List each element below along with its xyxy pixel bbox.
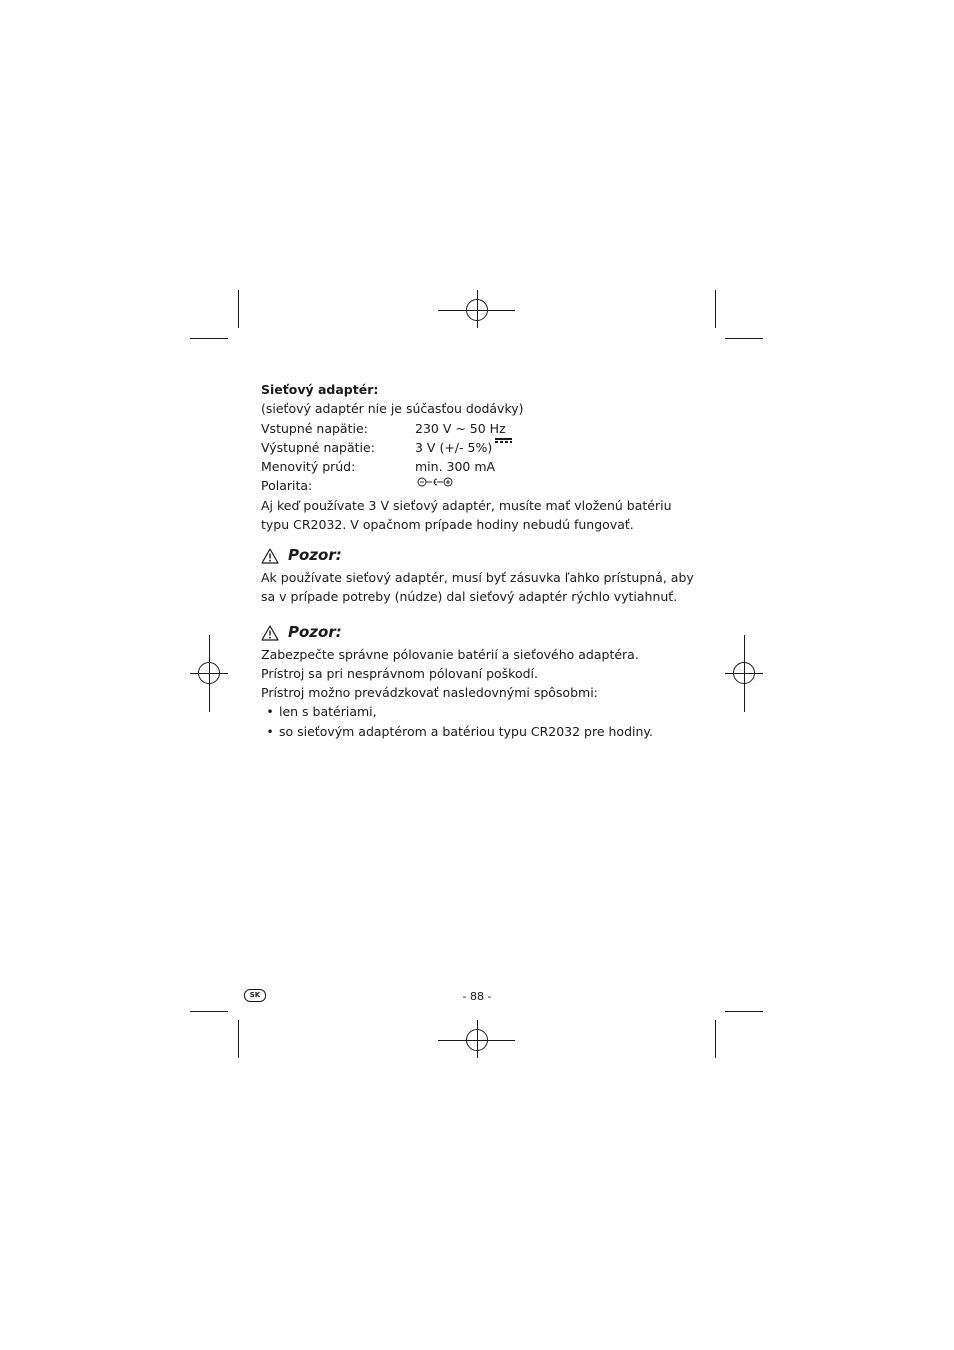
warning-title: Pozor: bbox=[288, 623, 342, 642]
bullet-icon: • bbox=[266, 723, 274, 739]
warning-title: Pozor: bbox=[288, 546, 342, 565]
warning-text: Prístroj sa pri nesprávnom pólovaní poškodí. bbox=[261, 665, 538, 681]
crop-mark bbox=[725, 338, 763, 339]
warning-text: Ak používate sieťový adaptér, musí byť zásuvka ľahko prístupná, aby sa v prípade potreby (núdze) dal sieťový adaptér rýchlo vytiahnuť. bbox=[261, 569, 694, 604]
spec-row bbox=[261, 476, 701, 495]
warning-heading bbox=[261, 546, 701, 565]
crop-mark bbox=[715, 290, 716, 328]
bullet-icon: • bbox=[266, 704, 274, 720]
spec-row bbox=[261, 419, 701, 438]
warning-triangle-icon bbox=[261, 625, 279, 641]
warning-heading bbox=[261, 623, 701, 642]
spec-row bbox=[261, 438, 701, 457]
spec-value: min. 300 mA bbox=[415, 459, 496, 475]
crop-mark bbox=[715, 1020, 716, 1058]
crop-mark bbox=[238, 1020, 239, 1058]
registration-mark bbox=[466, 299, 488, 321]
section-paragraph: Aj keď používate 3 V sieťový adaptér, musíte mať vloženú batériu typu CR2032. V opačnom prípade hodiny nebudú fungovať. bbox=[261, 497, 672, 533]
crop-mark bbox=[190, 1011, 228, 1012]
spec-label: Výstupné napätie: bbox=[261, 439, 375, 455]
section-note: (sieťový adaptér nie je súčasťou dodávky) bbox=[261, 401, 524, 417]
registration-mark bbox=[733, 662, 755, 684]
section-heading: Sieťový adaptér: bbox=[261, 382, 379, 397]
polarity-icon bbox=[415, 476, 455, 488]
dc-current-icon bbox=[495, 438, 512, 457]
spec-label: Polarita: bbox=[261, 478, 313, 494]
list-item bbox=[261, 702, 701, 721]
list-item-text: so sieťovým adaptérom a batériou typu CR2032 pre hodiny. bbox=[279, 723, 653, 739]
content-area bbox=[261, 380, 701, 741]
warning-text: Zabezpečte správne pólovanie batérií a sieťového adaptéra. bbox=[261, 646, 639, 662]
registration-mark bbox=[466, 1029, 488, 1051]
registration-mark bbox=[198, 662, 220, 684]
warning-triangle-icon bbox=[261, 548, 279, 564]
spec-label: Menovitý prúd: bbox=[261, 459, 356, 475]
spec-value: 3 V (+/- 5%) bbox=[415, 439, 493, 455]
language-badge: SK bbox=[244, 989, 266, 1002]
warning-text: Prístroj možno prevádzkovať nasledovnými spôsobmi: bbox=[261, 685, 598, 701]
spec-label: Vstupné napätie: bbox=[261, 420, 368, 436]
page-number: - 88 - bbox=[462, 990, 492, 1003]
crop-mark bbox=[190, 338, 228, 339]
list-item bbox=[261, 722, 701, 741]
list-item-text: len s batériami, bbox=[279, 704, 377, 720]
crop-mark bbox=[238, 290, 239, 328]
spec-value: 230 V ~ 50 Hz bbox=[415, 420, 506, 436]
spec-row bbox=[261, 457, 701, 476]
crop-mark bbox=[725, 1011, 763, 1012]
